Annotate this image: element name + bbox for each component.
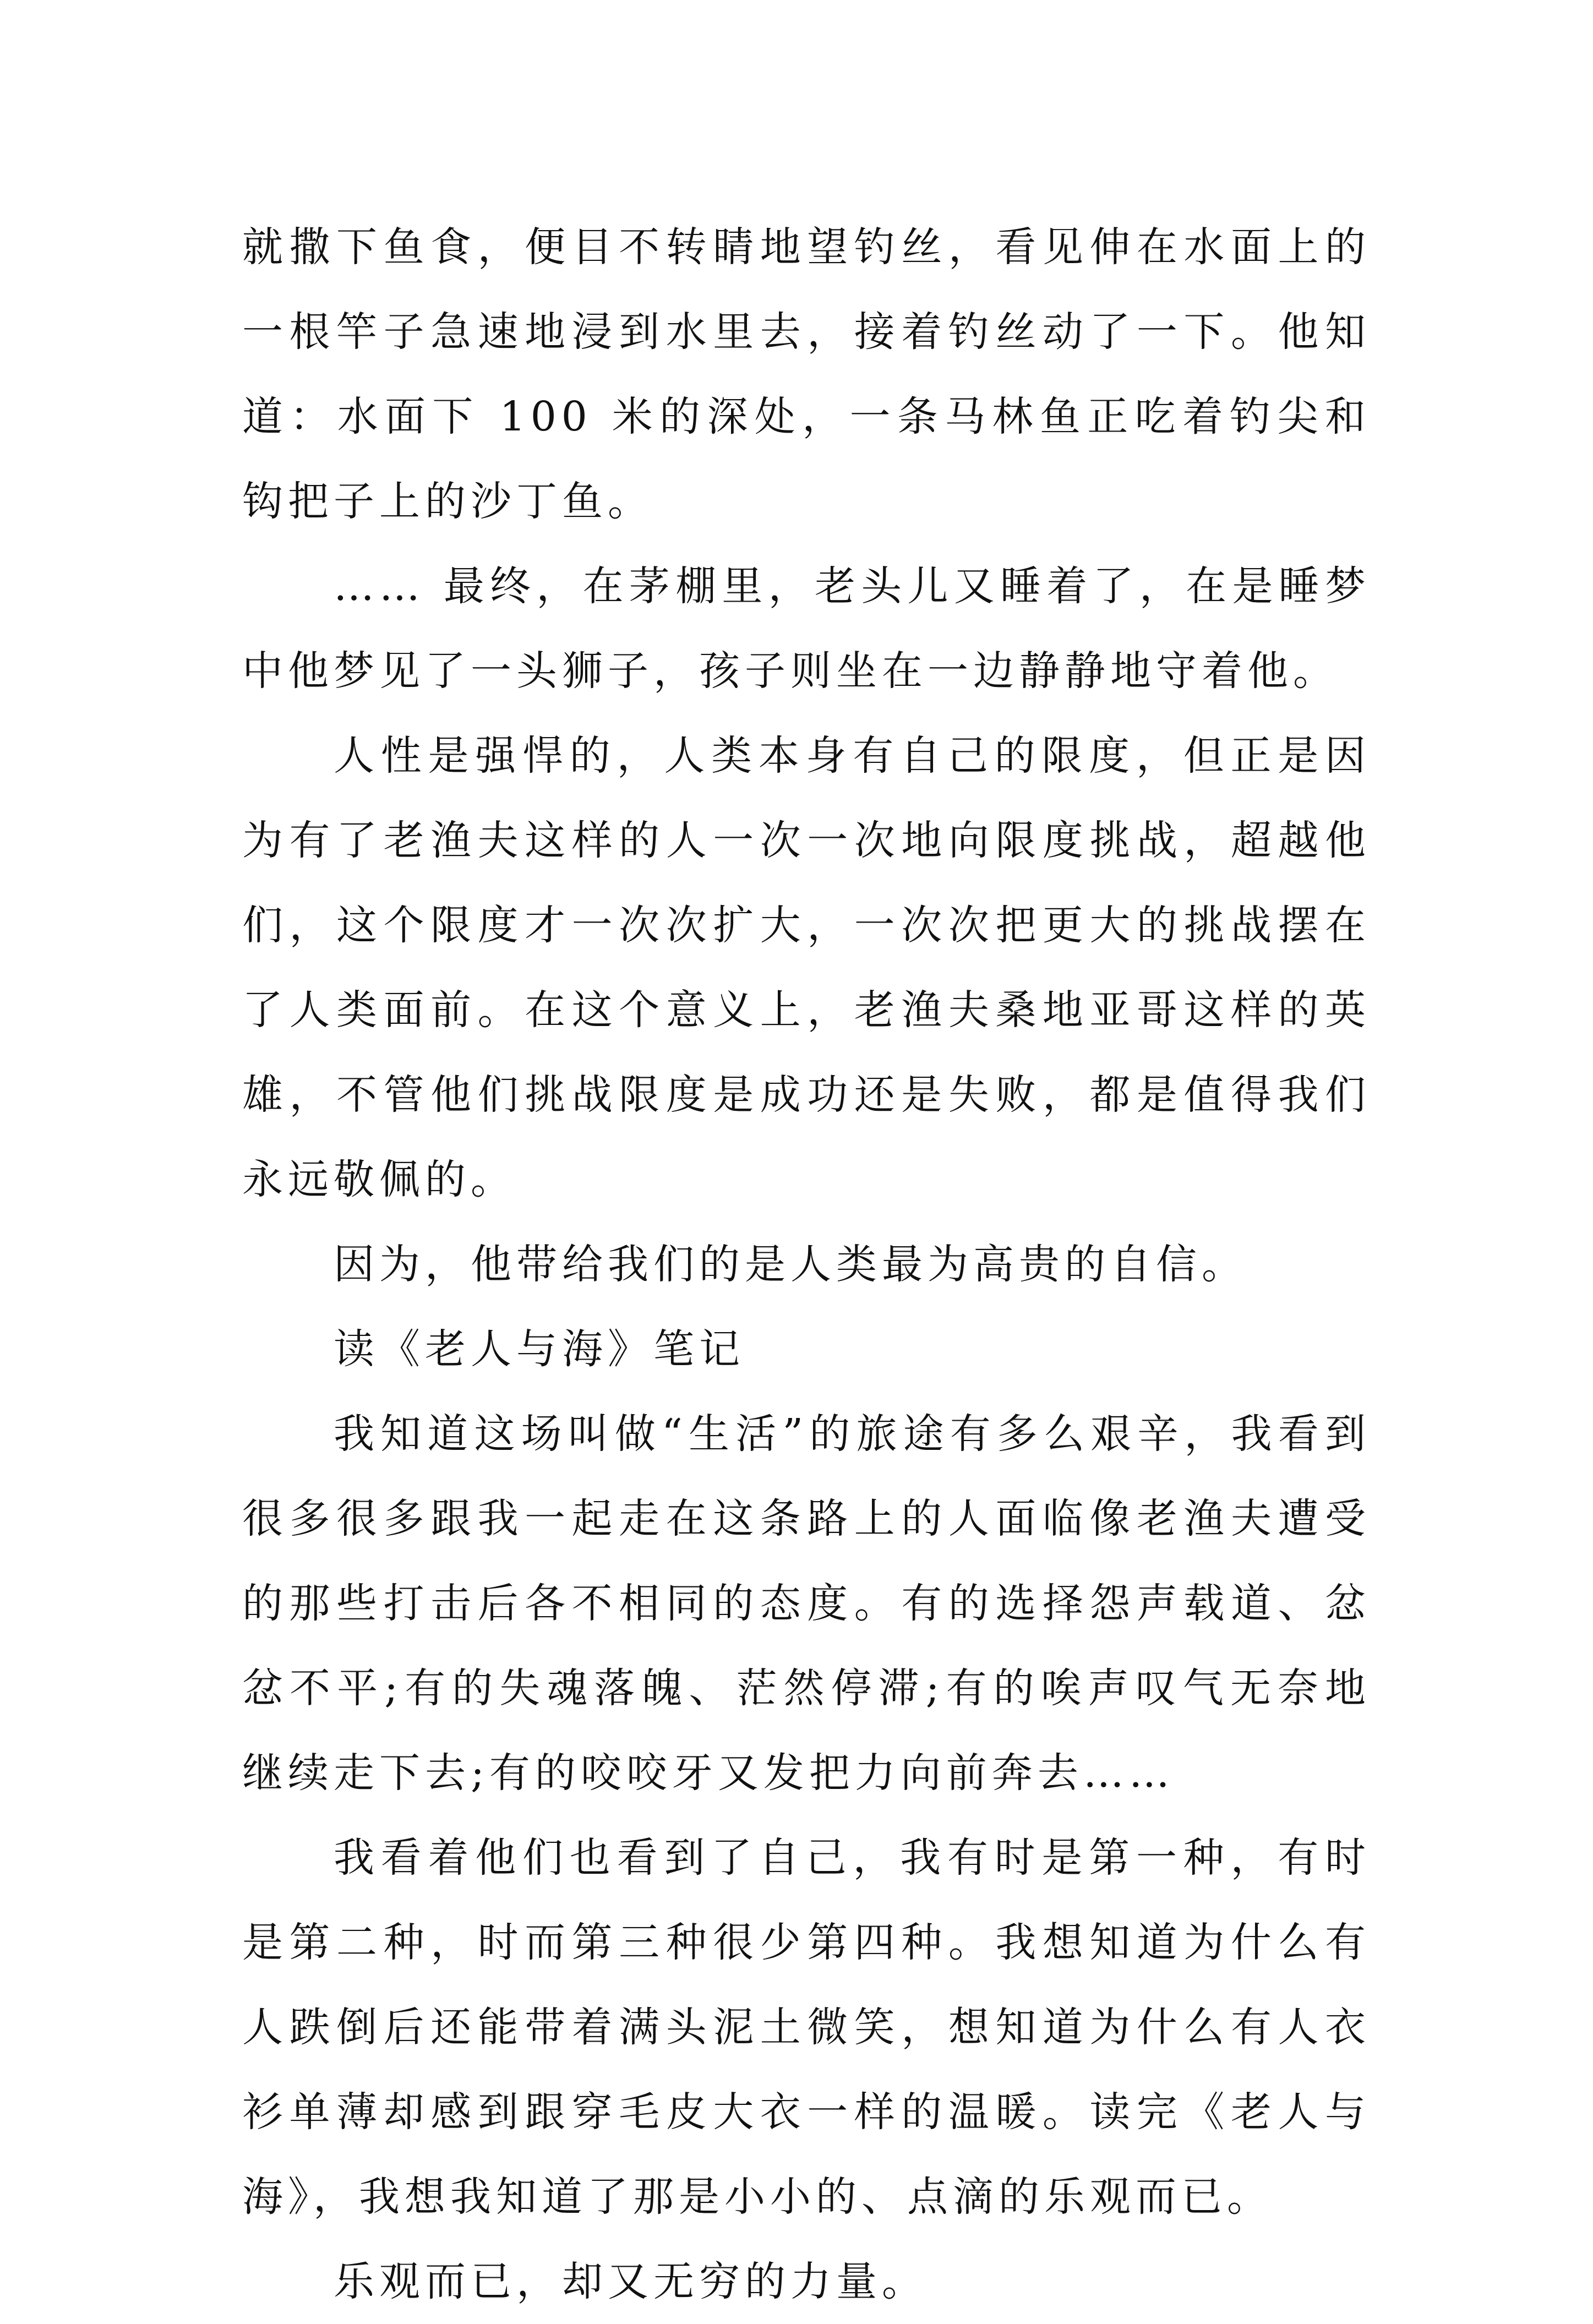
- paragraph-self-reflection: 我看着他们也看到了自己，我有时是第一种，有时是第二种，时而第三种很少第四种。我想知道为什么有人跌倒后还能带着满头泥土微笑，想知道为什么有人衣衫单薄却感到跟穿毛皮大衣一样的温暖。读完《老人与海》，我想我知道了那是小小的、点滴的乐观而已。: [242, 1834, 1371, 2221]
- section-title: 读《老人与海》笔记: [334, 1325, 745, 1373]
- document-body: [242, 205, 1371, 2324]
- paragraph-fishing-line: 就撒下鱼食，便目不转睛地望钓丝，看见伸在水面上的一根竿子急速地浸到水里去，接着钓丝动了一下。他知道：水面下 100 米的深处，一条马林鱼正吃着钓尖和钩把子上的沙丁鱼。: [242, 223, 1371, 525]
- paragraph-life-journey: 我知道这场叫做“生活”的旅途有多么艰辛，我看到很多很多跟我一起走在这条路上的人面临像老渔夫遭受的那些打击后各不相同的态度。有的选择怨声载道、忿忿不平;有的失魂落魄、茫然停滞;有的唉声叹气无奈地继续走下去;有的咬咬牙又发把力向前奔去……: [242, 1410, 1371, 1797]
- paragraph-human-limits: 人性是强悍的，人类本身有自己的限度，但正是因为有了老渔夫这样的人一次一次地向限度挑战，超越他们，这个限度才一次次扩大，一次次把更大的挑战摆在了人类面前。在这个意义上，老渔夫桑地亚哥这样的英雄，不管他们挑战限度是成功还是失败，都是值得我们永远敬佩的。: [242, 732, 1371, 1203]
- paragraph-dream-lion: …… 最终，在茅棚里，老头儿又睡着了，在是睡梦中他梦见了一头狮子，孩子则坐在一边静静地守着他。: [242, 563, 1371, 695]
- paragraph-optimism: 乐观而已，却又无穷的力量。: [334, 2258, 928, 2305]
- paragraph-confidence: 因为，他带给我们的是人类最为高贵的自信。: [334, 1241, 1247, 1288]
